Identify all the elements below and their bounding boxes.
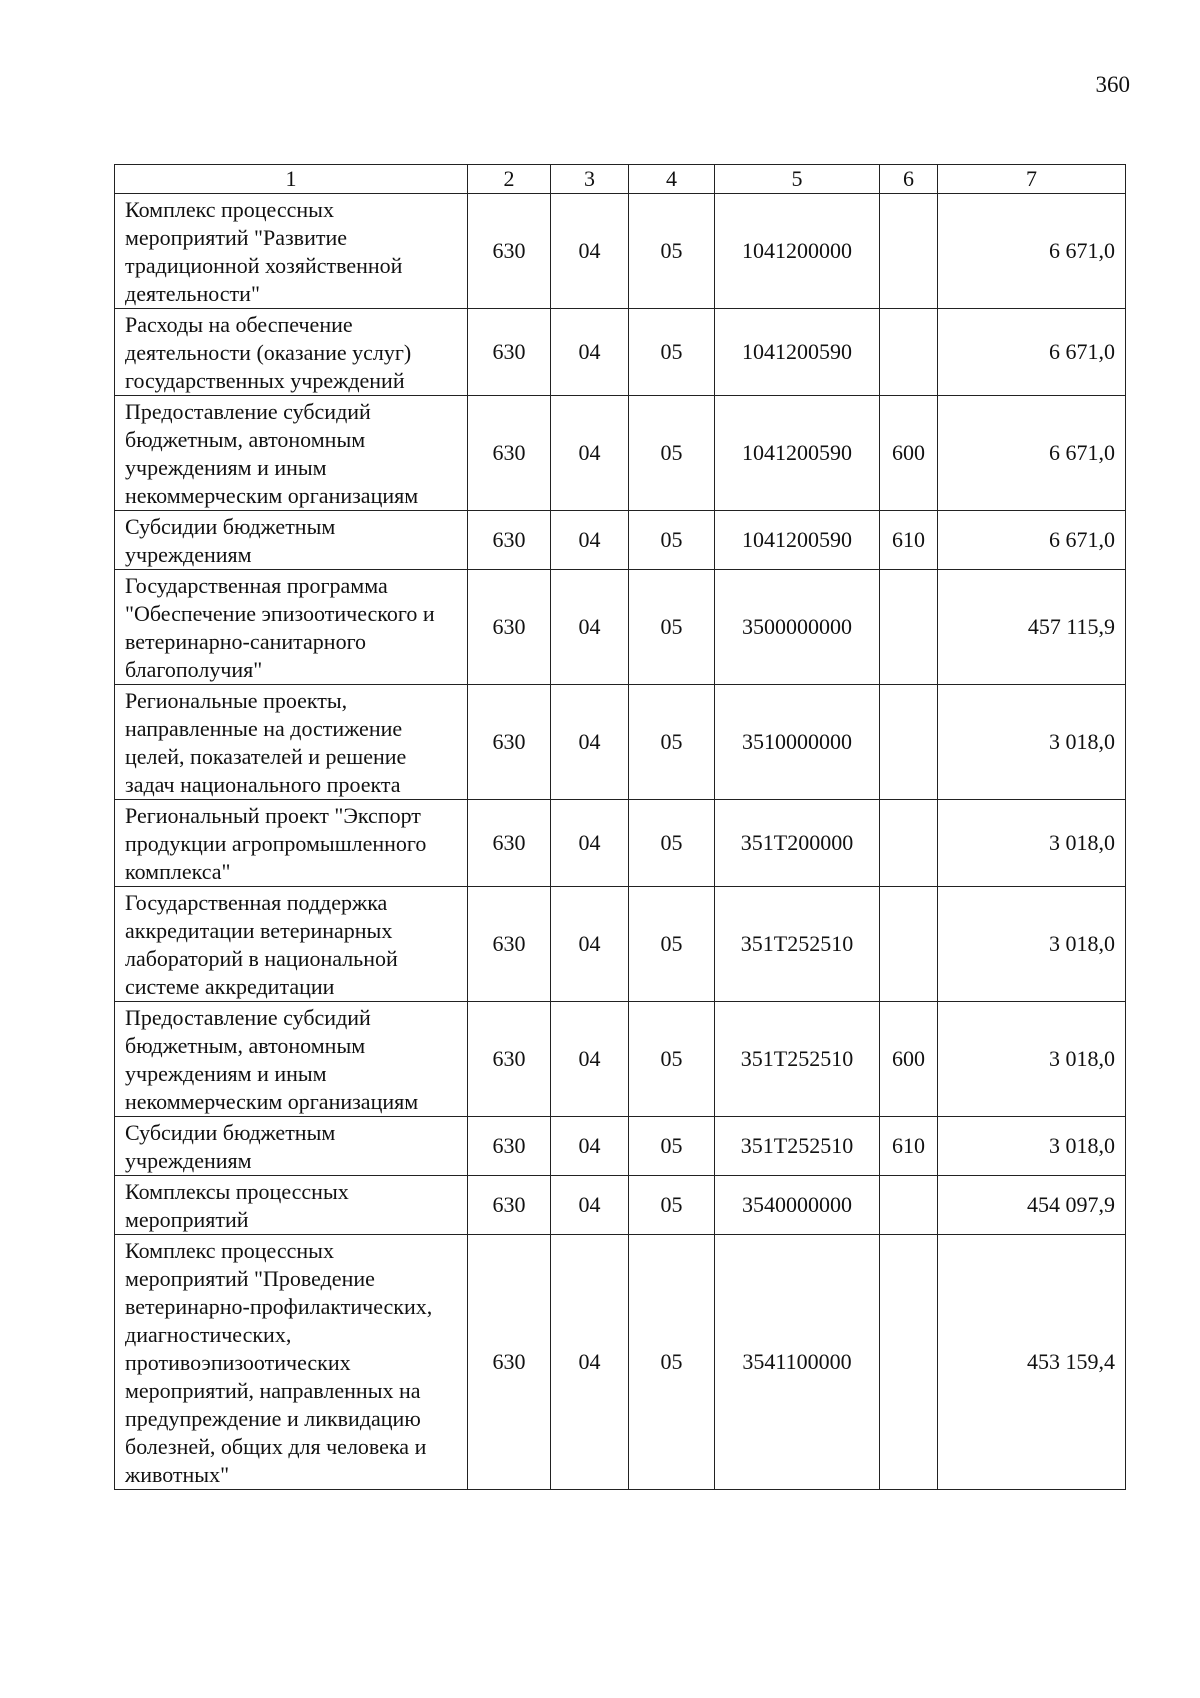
expense-type-code — [880, 309, 938, 396]
expense-type-code — [880, 194, 938, 309]
expense-type-code: 610 — [880, 511, 938, 570]
table-row — [115, 685, 1126, 800]
table-row — [115, 511, 1126, 570]
grbs-code: 630 — [468, 511, 551, 570]
item-name: Субсидии бюджетным учреждениям — [115, 511, 468, 570]
table-row — [115, 309, 1126, 396]
table-row — [115, 396, 1126, 511]
expense-type-code — [880, 570, 938, 685]
target-article-code: 1041200590 — [715, 309, 880, 396]
amount: 3 018,0 — [938, 1117, 1126, 1176]
subsection-code: 05 — [629, 511, 715, 570]
item-name: Комплекс процессных мероприятий "Развитие традиционной хозяйственной деятельности" — [115, 194, 468, 309]
amount: 453 159,4 — [938, 1235, 1126, 1490]
amount: 6 671,0 — [938, 396, 1126, 511]
expense-type-code — [880, 800, 938, 887]
item-name: Региональные проекты, направленные на достижение целей, показателей и решение задач национального проекта — [115, 685, 468, 800]
amount: 3 018,0 — [938, 800, 1126, 887]
header-col-5: 5 — [715, 165, 880, 194]
table-row — [115, 887, 1126, 1002]
subsection-code: 05 — [629, 1176, 715, 1235]
target-article-code: 351Т252510 — [715, 887, 880, 1002]
section-code: 04 — [551, 1235, 629, 1490]
item-name: Предоставление субсидий бюджетным, автономным учреждениям и иным некоммерческим организациям — [115, 396, 468, 511]
target-article-code: 351Т252510 — [715, 1117, 880, 1176]
grbs-code: 630 — [468, 1235, 551, 1490]
budget-table — [114, 164, 1126, 1490]
section-code: 04 — [551, 1002, 629, 1117]
page-number: 360 — [1095, 72, 1130, 97]
grbs-code: 630 — [468, 685, 551, 800]
header-col-7: 7 — [938, 165, 1126, 194]
amount: 457 115,9 — [938, 570, 1126, 685]
item-name: Комплексы процессных мероприятий — [115, 1176, 468, 1235]
subsection-code: 05 — [629, 800, 715, 887]
table-row — [115, 800, 1126, 887]
section-code: 04 — [551, 1117, 629, 1176]
table-header-row — [115, 165, 1126, 194]
subsection-code: 05 — [629, 309, 715, 396]
amount: 3 018,0 — [938, 1002, 1126, 1117]
amount: 454 097,9 — [938, 1176, 1126, 1235]
expense-type-code — [880, 685, 938, 800]
grbs-code: 630 — [468, 1176, 551, 1235]
expense-type-code: 610 — [880, 1117, 938, 1176]
grbs-code: 630 — [468, 570, 551, 685]
expense-type-code — [880, 1235, 938, 1490]
expense-type-code — [880, 887, 938, 1002]
expense-type-code: 600 — [880, 1002, 938, 1117]
item-name: Региональный проект "Экспорт продукции агропромышленного комплекса" — [115, 800, 468, 887]
section-code: 04 — [551, 685, 629, 800]
target-article-code: 3541100000 — [715, 1235, 880, 1490]
subsection-code: 05 — [629, 1002, 715, 1117]
target-article-code: 351Т252510 — [715, 1002, 880, 1117]
grbs-code: 630 — [468, 309, 551, 396]
item-name: Государственная программа "Обеспечение эпизоотического и ветеринарно-санитарного благополучия" — [115, 570, 468, 685]
header-col-3: 3 — [551, 165, 629, 194]
target-article-code: 3510000000 — [715, 685, 880, 800]
amount: 3 018,0 — [938, 685, 1126, 800]
grbs-code: 630 — [468, 1002, 551, 1117]
header-col-4: 4 — [629, 165, 715, 194]
header-col-1: 1 — [115, 165, 468, 194]
subsection-code: 05 — [629, 570, 715, 685]
subsection-code: 05 — [629, 887, 715, 1002]
header-col-6: 6 — [880, 165, 938, 194]
expense-type-code: 600 — [880, 396, 938, 511]
table-row — [115, 1117, 1126, 1176]
target-article-code: 1041200590 — [715, 511, 880, 570]
grbs-code: 630 — [468, 396, 551, 511]
table-row — [115, 1176, 1126, 1235]
section-code: 04 — [551, 309, 629, 396]
subsection-code: 05 — [629, 396, 715, 511]
item-name: Комплекс процессных мероприятий "Проведение ветеринарно-профилактических, диагностических, противоэпизоотических мероприятий, направленных на предупреждение и ликвидацию болезней, общих для человека и животных" — [115, 1235, 468, 1490]
target-article-code: 3540000000 — [715, 1176, 880, 1235]
table-row — [115, 1002, 1126, 1117]
section-code: 04 — [551, 396, 629, 511]
grbs-code: 630 — [468, 800, 551, 887]
section-code: 04 — [551, 887, 629, 1002]
section-code: 04 — [551, 194, 629, 309]
section-code: 04 — [551, 800, 629, 887]
grbs-code: 630 — [468, 194, 551, 309]
target-article-code: 1041200000 — [715, 194, 880, 309]
amount: 6 671,0 — [938, 309, 1126, 396]
table-row — [115, 194, 1126, 309]
section-code: 04 — [551, 1176, 629, 1235]
section-code: 04 — [551, 570, 629, 685]
item-name: Государственная поддержка аккредитации ветеринарных лабораторий в национальной системе аккредитации — [115, 887, 468, 1002]
item-name: Субсидии бюджетным учреждениям — [115, 1117, 468, 1176]
amount: 3 018,0 — [938, 887, 1126, 1002]
grbs-code: 630 — [468, 1117, 551, 1176]
subsection-code: 05 — [629, 194, 715, 309]
target-article-code: 3500000000 — [715, 570, 880, 685]
subsection-code: 05 — [629, 685, 715, 800]
target-article-code: 351Т200000 — [715, 800, 880, 887]
table-row — [115, 570, 1126, 685]
section-code: 04 — [551, 511, 629, 570]
target-article-code: 1041200590 — [715, 396, 880, 511]
amount: 6 671,0 — [938, 511, 1126, 570]
item-name: Предоставление субсидий бюджетным, автономным учреждениям и иным некоммерческим организациям — [115, 1002, 468, 1117]
header-col-2: 2 — [468, 165, 551, 194]
grbs-code: 630 — [468, 887, 551, 1002]
table-row — [115, 1235, 1126, 1490]
subsection-code: 05 — [629, 1235, 715, 1490]
item-name: Расходы на обеспечение деятельности (оказание услуг) государственных учреждений — [115, 309, 468, 396]
subsection-code: 05 — [629, 1117, 715, 1176]
expense-type-code — [880, 1176, 938, 1235]
amount: 6 671,0 — [938, 194, 1126, 309]
